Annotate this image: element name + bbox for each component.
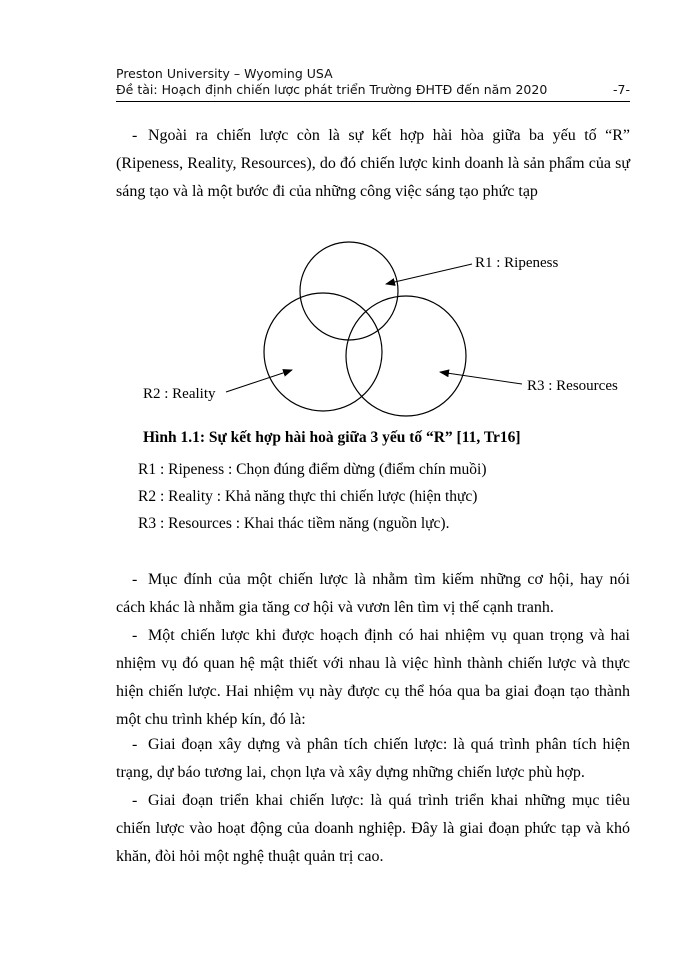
paragraph-text: Giai đoạn xây dựng và phân tích chiến lược: là quá trình phân tích hiện trạng, dự báo tương lai, chọn lựa và xây dựng những chiến lược phù hợp.	[116, 736, 630, 781]
bullet-dash: -	[132, 792, 138, 809]
legend-r2: R2 : Reality : Khả năng thực thi chiến lược (hiện thực)	[138, 488, 478, 505]
arrow-r2	[226, 370, 292, 392]
arrow-r3	[440, 372, 522, 384]
arrow-r1	[386, 264, 472, 284]
page-number: -7-	[613, 82, 630, 97]
figure-caption: Hình 1.1: Sự kết hợp hài hoà giữa 3 yếu tố “R” [11, Tr16]	[143, 429, 521, 446]
bullet-dash: -	[132, 127, 138, 144]
header-topic: Đề tài: Hoạch định chiến lược phát triển Trường ĐHTĐ đến năm 2020	[116, 82, 548, 97]
intro-text: Ngoài ra chiến lược còn là sự kết hợp hài hòa giữa ba yếu tố “R” (Ripeness, Reality, Resources), do đó chiến lược kinh doanh là sản phẩm của sự sáng tạo và là một bước đi của những công việc sáng tạo phức tạp	[116, 127, 630, 200]
paragraph-text: Mục đính của một chiến lược là nhằm tìm kiếm những cơ hội, hay nói cách khác là nhằm gia tăng cơ hội và vươn lên tìm vị thế cạnh tranh.	[116, 571, 630, 616]
paragraph-text: Một chiến lược khi được hoạch định có hai nhiệm vụ quan trọng và hai nhiệm vụ đó quan hệ mật thiết với nhau là việc hình thành chiến lược và thực hiện chiến lược. Hai nhiệm vụ này được cụ thể hóa qua ba giai đoạn tạo thành một chu trình khép kín, đó là:	[116, 627, 630, 728]
paragraph-build-phase	[116, 731, 630, 787]
bullet-dash: -	[132, 627, 138, 644]
circle-r1	[300, 242, 398, 340]
paragraph-tasks	[116, 622, 630, 734]
legend-r1: R1 : Ripeness : Chọn đúng điểm dừng (điểm chín muồi)	[138, 461, 487, 478]
label-r2: R2 : Reality	[143, 386, 216, 402]
legend-r3: R3 : Resources : Khai thác tiềm năng (nguồn lực).	[138, 515, 450, 532]
circle-r3	[346, 296, 466, 416]
paragraph-deploy-phase	[116, 787, 630, 871]
bullet-dash: -	[132, 736, 138, 753]
header-university: Preston University – Wyoming USA	[116, 66, 333, 81]
paragraph-purpose	[116, 566, 630, 622]
label-r3: R3 : Resources	[527, 378, 618, 394]
label-r1: R1 : Ripeness	[475, 255, 559, 271]
paragraph-text: Giai đoạn triển khai chiến lược: là quá trình triển khai những mục tiêu chiến lược vào hoạt động của doanh nghiệp. Đây là giai đoạn phức tạp và khó khăn, đòi hỏi một nghệ thuật quản trị cao.	[116, 792, 630, 865]
circle-r2	[264, 293, 382, 411]
bullet-dash: -	[132, 571, 138, 588]
